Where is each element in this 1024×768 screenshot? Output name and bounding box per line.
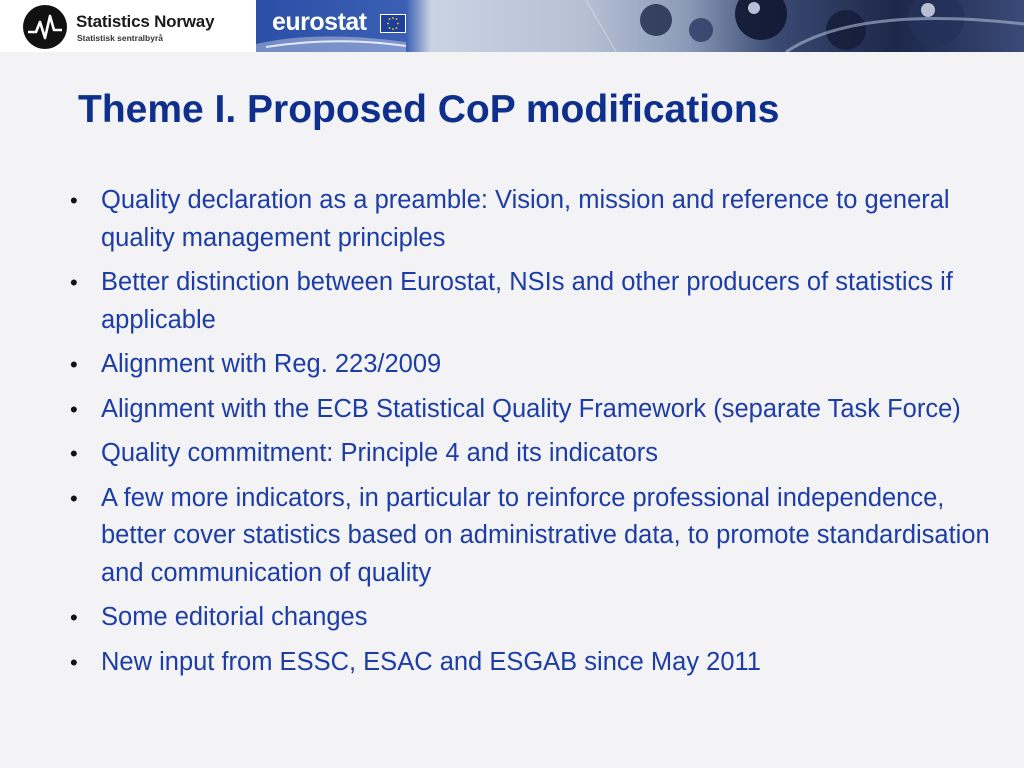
- bullet-text: Alignment with Reg. 223/2009: [101, 350, 442, 378]
- bullet-item: [62, 346, 1002, 384]
- bullet-marker: •: [70, 649, 78, 675]
- eurostat-logo-text: eurostat: [272, 8, 367, 36]
- bullet-marker: •: [70, 605, 78, 630]
- bullet-item: [62, 599, 1002, 637]
- bullet-marker: •: [70, 188, 78, 213]
- banner-decoration: [256, 0, 1024, 52]
- bullet-marker: •: [70, 396, 78, 422]
- bullet-item: [62, 644, 1002, 682]
- slide-title: Theme I. Proposed CoP modifications: [78, 88, 780, 131]
- bullet-text: Quality commitment: Principle 4 and its indicators: [101, 439, 658, 467]
- bullet-text: Alignment with the ECB Statistical Quality Framework (separate Task Force): [101, 394, 961, 423]
- bullet-marker: •: [70, 485, 78, 511]
- bullet-text: A few more indicators, in particular to reinforce professional independence, better cover statistics based on administrative data, to promote standardisation and communication of quality: [101, 483, 990, 587]
- bullet-marker: •: [70, 352, 78, 377]
- bullet-text: Some editorial changes: [101, 603, 368, 631]
- bullet-item: [62, 264, 1002, 339]
- bullet-marker: •: [70, 441, 78, 466]
- bullet-marker: •: [70, 270, 78, 295]
- ssb-logo-icon: [22, 4, 68, 50]
- bullet-item: [62, 391, 1002, 429]
- bullet-list: [62, 182, 1002, 688]
- ssb-subtitle-text: Statistisk sentralbyrå: [77, 33, 163, 43]
- eu-flag-icon: [380, 14, 406, 33]
- bullet-item: [62, 480, 1002, 593]
- bullet-text: Quality declaration as a preamble: Vision, mission and reference to general quality management principles: [101, 186, 950, 252]
- eurostat-banner: [256, 0, 1024, 52]
- bullet-item: [62, 435, 1002, 473]
- bullet-text: Better distinction between Eurostat, NSIs and other producers of statistics if applicable: [101, 268, 953, 334]
- bullet-text: New input from ESSC, ESAC and ESGAB since May 2011: [101, 647, 761, 676]
- statistics-norway-logo: [22, 3, 227, 50]
- bullet-item: [62, 182, 1002, 257]
- ssb-name-text: Statistics Norway: [76, 12, 215, 31]
